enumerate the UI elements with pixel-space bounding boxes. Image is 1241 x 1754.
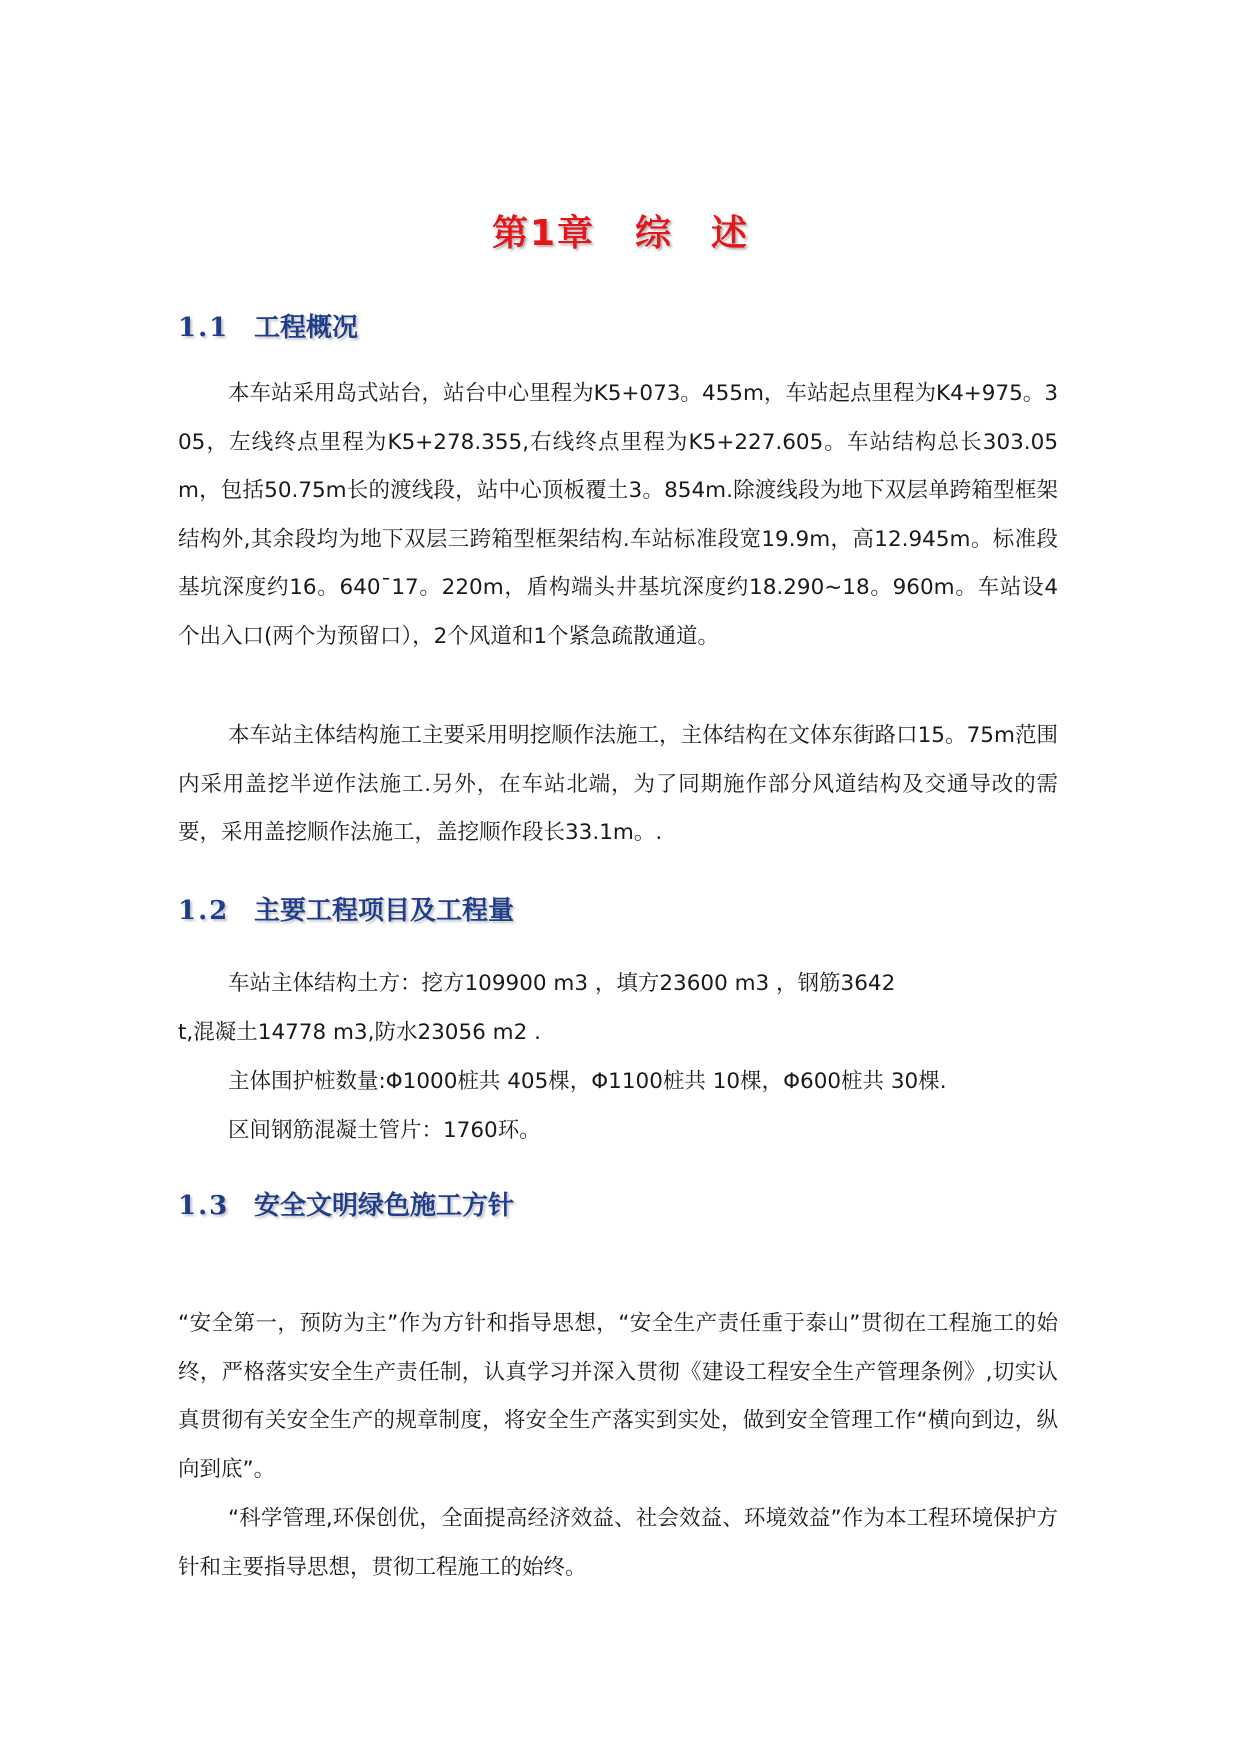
section-heading-1-3	[178, 1185, 514, 1222]
section-heading-1-2	[178, 890, 514, 927]
quantity-line-piles: 主体围护桩数量:Φ1000桩共 405棵，Φ1100桩共 10棵，Φ600桩共 30棵.	[228, 1069, 947, 1094]
section-heading-1-1	[178, 307, 358, 344]
chapter-title	[0, 205, 1241, 256]
section-number: 1.3	[178, 1191, 230, 1221]
chapter-number: 第1章	[491, 213, 596, 254]
section-title: 安全文明绿色施工方针	[254, 1191, 515, 1221]
quantity-line-earthwork: 车站主体结构土方：挖方109900 m3 ，填方23600 m3 ，钢筋3642	[228, 971, 896, 996]
paragraph-project-overview: 本车站采用岛式站台，站台中心里程为K5+073。455m，车站起点里程为K4+975。305，左线终点里程为K5+278.355,右线终点里程为K5+227.605。车站结构总长303.05m，包括50.75m长的渡线段，站中心顶板覆土3。854m.除渡线段为地下双层单跨箱型框架结构外,其余段均为地下双层三跨箱型框架结构.车站标准段宽19.9m，高12.945m。标准段基坑深度约16。640¯17。220m，盾构端头井基坑深度约18.290~18。960m。车站设4个出入口(两个为预留口），2个风道和1个紧急疏散通道。	[178, 381, 1058, 649]
chapter-title-text: 综 述	[635, 213, 750, 254]
section-number: 1.2	[178, 896, 230, 926]
section-number: 1.1	[178, 313, 230, 343]
section-title: 主要工程项目及工程量	[254, 896, 515, 926]
section-title: 工程概况	[254, 313, 359, 343]
paragraph-construction-method: 本车站主体结构施工主要采用明挖顺作法施工，主体结构在文体东街路口15。75m范围内采用盖挖半逆作法施工.另外，在车站北端，为了同期施作部分风道结构及交通导改的需要，采用盖挖顺作法施工，盖挖顺作段长33.1m。.	[178, 723, 1058, 845]
quantity-line-concrete: t,混凝土14778 m3,防水23056 m2 .	[178, 1020, 541, 1045]
quantity-line-segments: 区间钢筋混凝土管片：1760环。	[228, 1118, 541, 1143]
paragraph-safety-policy: “安全第一，预防为主”作为方针和指导思想，“安全生产责任重于泰山”贯彻在工程施工的始终，严格落实安全生产责任制，认真学习并深入贯彻《建设工程安全生产管理条例》,切实认真贯彻有关安全生产的规章制度，将安全生产落实到实处，做到安全管理工作“横向到边，纵向到底”。	[178, 1311, 1058, 1482]
paragraph-environment-policy: “科学管理,环保创优，全面提高经济效益、社会效益、环境效益”作为本工程环境保护方针和主要指导思想，贯彻工程施工的始终。	[178, 1506, 1058, 1580]
